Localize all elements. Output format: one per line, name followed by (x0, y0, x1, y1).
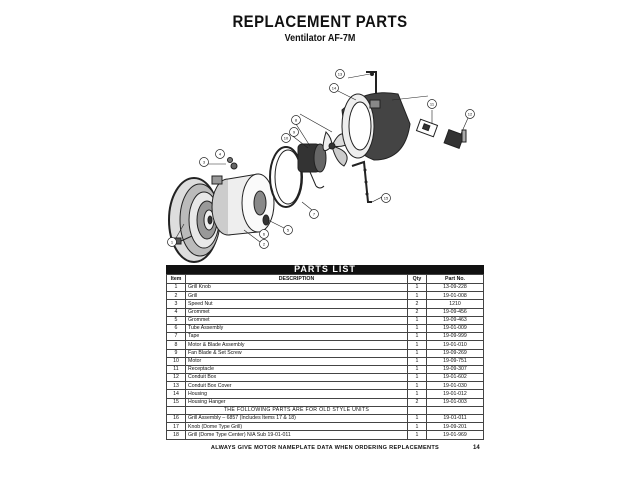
cell-qty: 2 (408, 398, 427, 406)
callout-6 (260, 230, 269, 239)
callout-12 (466, 110, 475, 119)
cell-description: Grommet (186, 308, 408, 316)
callout-label: 15 (383, 195, 389, 201)
cell-item: 1 (167, 284, 186, 292)
cell-item: 12 (167, 374, 186, 382)
cell-item: 8 (167, 341, 186, 349)
table-row (167, 316, 484, 324)
cell-item: 15 (167, 398, 186, 406)
callout-label: 4 (218, 151, 222, 157)
cell-part-no: 19-09-201 (427, 423, 484, 431)
cell-description: Knob (Dome Type Grill) (186, 423, 408, 431)
column-header-part-no: Part No. (427, 275, 484, 284)
table-row (167, 300, 484, 308)
cell-item: 18 (167, 431, 186, 439)
callout-label: 10 (283, 135, 289, 141)
cell-description: Speed Nut (186, 300, 408, 308)
cell-part-no: 19-09-307 (427, 365, 484, 373)
cell-qty: 1 (408, 357, 427, 365)
speed-nut-drawing (228, 158, 233, 163)
cell-qty: 1 (408, 284, 427, 292)
table-row (167, 431, 484, 439)
table-section-row (167, 406, 484, 414)
callout-label: 1 (170, 239, 174, 245)
cell-part-no: 19-01-010 (427, 341, 484, 349)
cell-qty: 1 (408, 415, 427, 423)
table-row (167, 284, 484, 292)
cell-item: 4 (167, 308, 186, 316)
page-title: REPLACEMENT PARTS (232, 12, 408, 31)
table-row (167, 349, 484, 357)
cell-qty: 1 (408, 390, 427, 398)
column-header-qty: Qty (408, 275, 427, 284)
table-row (167, 415, 484, 423)
parts-list-header-row (167, 275, 484, 284)
cell-qty: 1 (408, 349, 427, 357)
cell-part-no: 19-01-009 (427, 324, 484, 332)
cell-empty (427, 406, 484, 414)
cell-description: Grill (186, 292, 408, 300)
cell-item: 10 (167, 357, 186, 365)
parts-list-heading: PARTS LIST (166, 265, 484, 274)
cell-item: 11 (167, 365, 186, 373)
callout-1 (168, 238, 177, 247)
receptacle-drawing (416, 119, 437, 136)
callout-10 (282, 134, 291, 143)
cell-description: Housing Hanger (186, 398, 408, 406)
cell-item: 17 (167, 423, 186, 431)
cell-item: 2 (167, 292, 186, 300)
cell-qty: 1 (408, 431, 427, 439)
cell-qty: 2 (408, 308, 427, 316)
cell-part-no: 19-01-011 (427, 415, 484, 423)
table-row (167, 292, 484, 300)
cell-description: Grill Knob (186, 284, 408, 292)
callout-label: 9 (292, 129, 296, 135)
table-row (167, 374, 484, 382)
cell-part-no: 19-01-602 (427, 374, 484, 382)
cell-part-no: 19-01-969 (427, 431, 484, 439)
column-header-item: Item (167, 275, 186, 284)
table-row (167, 357, 484, 365)
cell-description: Motor & Blade Assembly (186, 341, 408, 349)
column-header-description: DESCRIPTION (186, 275, 408, 284)
cell-description: Tape (186, 333, 408, 341)
cell-empty (167, 406, 186, 414)
exploded-parts-diagram (160, 52, 490, 264)
cell-description: Grill (Dome Type Center) N/A Sub 19-01-011 (186, 431, 408, 439)
callout-8 (292, 116, 301, 125)
cell-part-no: 19-09-999 (427, 333, 484, 341)
tape-drawing (270, 147, 302, 207)
callout-4 (216, 150, 225, 159)
cell-qty: 1 (408, 341, 427, 349)
cell-qty: 1 (408, 324, 427, 332)
table-row (167, 365, 484, 373)
cell-qty: 1 (408, 382, 427, 390)
cell-part-no: 13-09-228 (427, 284, 484, 292)
cell-empty (408, 406, 427, 414)
table-row (167, 398, 484, 406)
page-subtitle: Ventilator AF-7M (284, 33, 356, 44)
table-row (167, 423, 484, 431)
cell-item: 14 (167, 390, 186, 398)
cell-part-no: 19-01-030 (427, 382, 484, 390)
cell-description: Fan Blade & Set Screw (186, 349, 408, 357)
callout-2 (260, 240, 269, 249)
cell-qty: 1 (408, 374, 427, 382)
callout-label: 13 (337, 71, 343, 77)
table-row (167, 390, 484, 398)
housing-hanger-drawing (352, 162, 372, 202)
cell-description: Conduit Box Cover (186, 382, 408, 390)
callout-label: 8 (294, 117, 298, 123)
cell-description: Conduit Box (186, 374, 408, 382)
table-row (167, 308, 484, 316)
cell-part-no: 1210 (427, 300, 484, 308)
table-row (167, 333, 484, 341)
conduit-box-drawing (444, 130, 466, 149)
ordering-note: ALWAYS GIVE MOTOR NAMEPLATE DATA WHEN ORDERING REPLACEMENTS (210, 445, 440, 451)
cell-part-no: 19-09-463 (427, 316, 484, 324)
table-row (167, 382, 484, 390)
cell-part-no: 19-09-456 (427, 308, 484, 316)
cell-description: Motor (186, 357, 408, 365)
cell-description: Tube Assembly (186, 324, 408, 332)
cell-item: 6 (167, 324, 186, 332)
cell-part-no: 19-09-269 (427, 349, 484, 357)
cell-item: 16 (167, 415, 186, 423)
cell-part-no: 19-01-008 (427, 292, 484, 300)
callout-11 (428, 100, 437, 109)
cell-description: Grommet (186, 316, 408, 324)
cell-item: 9 (167, 349, 186, 357)
cell-description: Housing (186, 390, 408, 398)
old-style-note: THE FOLLOWING PARTS ARE FOR OLD STYLE UNITS (186, 406, 408, 414)
callout-7 (310, 210, 319, 219)
cell-description: Grill Assembly – 6857 (Includes Items 17 & 18) (186, 415, 408, 423)
cell-qty: 1 (408, 292, 427, 300)
page-number: 14 (473, 445, 480, 451)
callout-label: 11 (429, 101, 435, 107)
cell-qty: 1 (408, 316, 427, 324)
callout-13 (336, 70, 345, 79)
callout-label: 3 (202, 159, 206, 165)
callout-label: 5 (286, 227, 290, 233)
conduit-box-cover-drawing (366, 72, 376, 94)
cell-part-no: 19-09-751 (427, 357, 484, 365)
table-row (167, 341, 484, 349)
cell-qty: 1 (408, 333, 427, 341)
cell-description: Receptacle (186, 365, 408, 373)
callout-3 (200, 158, 209, 167)
cell-item: 13 (167, 382, 186, 390)
callout-label: 14 (331, 85, 337, 91)
callout-15 (382, 194, 391, 203)
cell-part-no: 19-01-012 (427, 390, 484, 398)
cell-item: 3 (167, 300, 186, 308)
table-row (167, 324, 484, 332)
callout-14 (330, 84, 339, 93)
cell-item: 7 (167, 333, 186, 341)
callout-label: 7 (312, 211, 316, 217)
grill-drawing (169, 178, 220, 262)
cell-qty: 1 (408, 365, 427, 373)
callout-label: 12 (467, 111, 473, 117)
cell-part-no: 19-01-003 (427, 398, 484, 406)
housing-drawing (342, 93, 410, 160)
cell-item: 5 (167, 316, 186, 324)
callout-label: 2 (262, 241, 266, 247)
callout-9 (290, 128, 299, 137)
callout-5 (284, 226, 293, 235)
cell-qty: 1 (408, 423, 427, 431)
callout-label: 6 (262, 231, 266, 237)
parts-list-table (166, 274, 484, 440)
cell-qty: 2 (408, 300, 427, 308)
